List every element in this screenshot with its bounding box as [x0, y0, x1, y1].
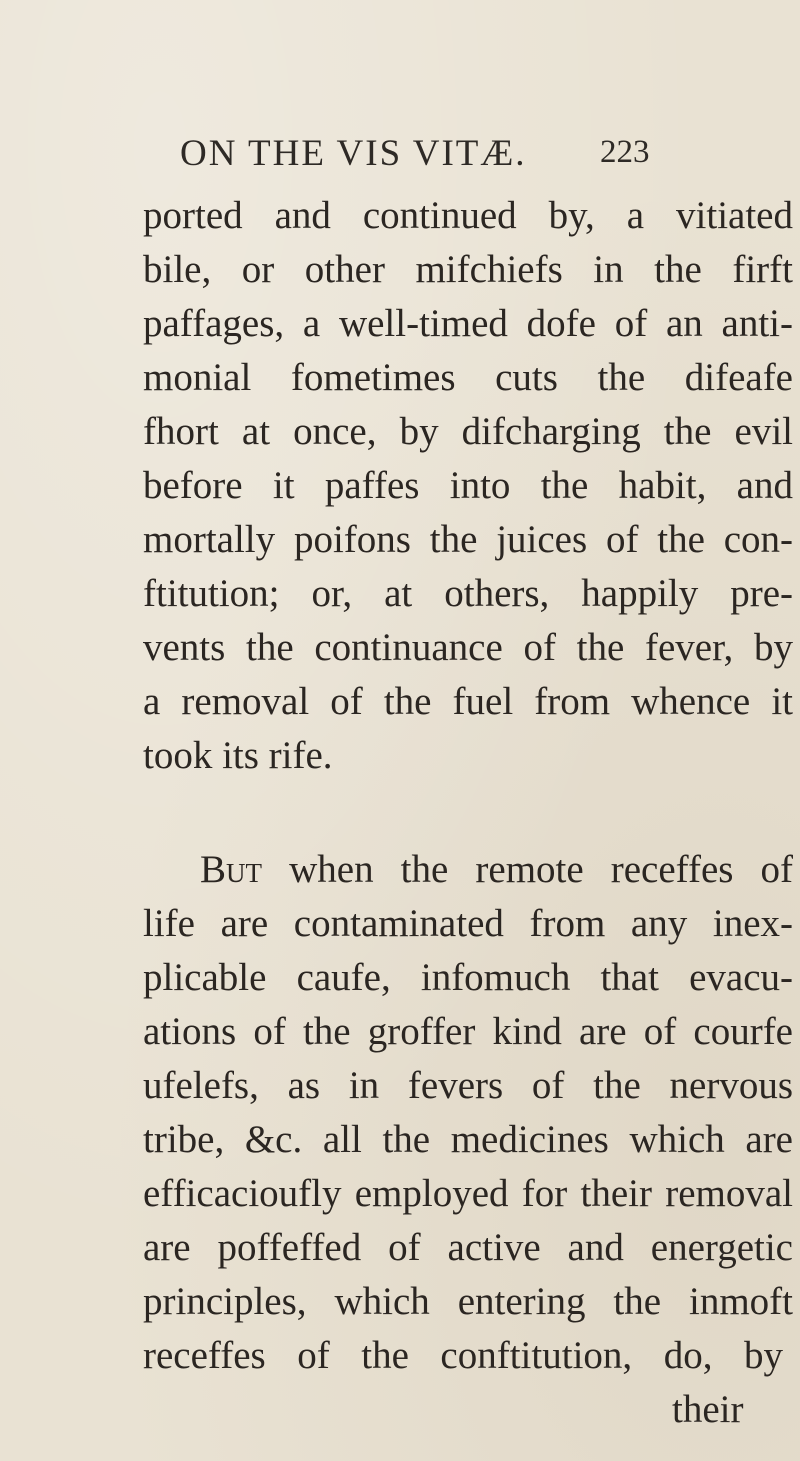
text-line: fhort at once, by difcharging the evil: [143, 410, 793, 453]
text-line: monial fometimes cuts the difeafe: [143, 356, 793, 399]
page-number: 223: [600, 134, 650, 170]
running-title: ON THE VIS VITÆ.: [180, 133, 527, 174]
text-line: ations of the groffer kind are of courfe: [143, 1010, 793, 1053]
text-line: receffes of the conftitution, do, by: [143, 1334, 783, 1377]
drop-word: But: [200, 848, 263, 891]
text-line: a removal of the fuel from whence it: [143, 680, 793, 723]
text-line: mortally poifons the juices of the con-: [143, 518, 793, 561]
first-line-rest: when the remote receffes of: [289, 848, 794, 891]
text-line: bile, or other mifchiefs in the firft: [143, 248, 793, 291]
text-line: plicable caufe, infomuch that evacu-: [143, 956, 793, 999]
text-line: efficacioufly employed for their removal: [143, 1172, 793, 1215]
text-line: ftitution; or, at others, happily pre-: [143, 572, 793, 615]
text-line: before it paffes into the habit, and: [143, 464, 793, 507]
text-line: tribe, &c. all the medicines which are: [143, 1118, 793, 1161]
text-line: ufelefs, as in fevers of the nervous: [143, 1064, 793, 1107]
text-line: principles, which entering the inmoft: [143, 1280, 793, 1323]
catchword: their: [672, 1388, 744, 1431]
text-line: took its rife.: [143, 734, 333, 777]
text-line: paffages, a well-timed dofe of an anti-: [143, 302, 793, 345]
text-line: vents the continuance of the fever, by: [143, 626, 793, 669]
text-line: life are contaminated from any inex-: [143, 902, 793, 945]
page-header: [0, 132, 800, 182]
text-line-first: [200, 846, 793, 894]
text-line: ported and continued by, a vitiated: [143, 194, 793, 237]
text-line: are poffeffed of active and energetic: [143, 1226, 793, 1269]
